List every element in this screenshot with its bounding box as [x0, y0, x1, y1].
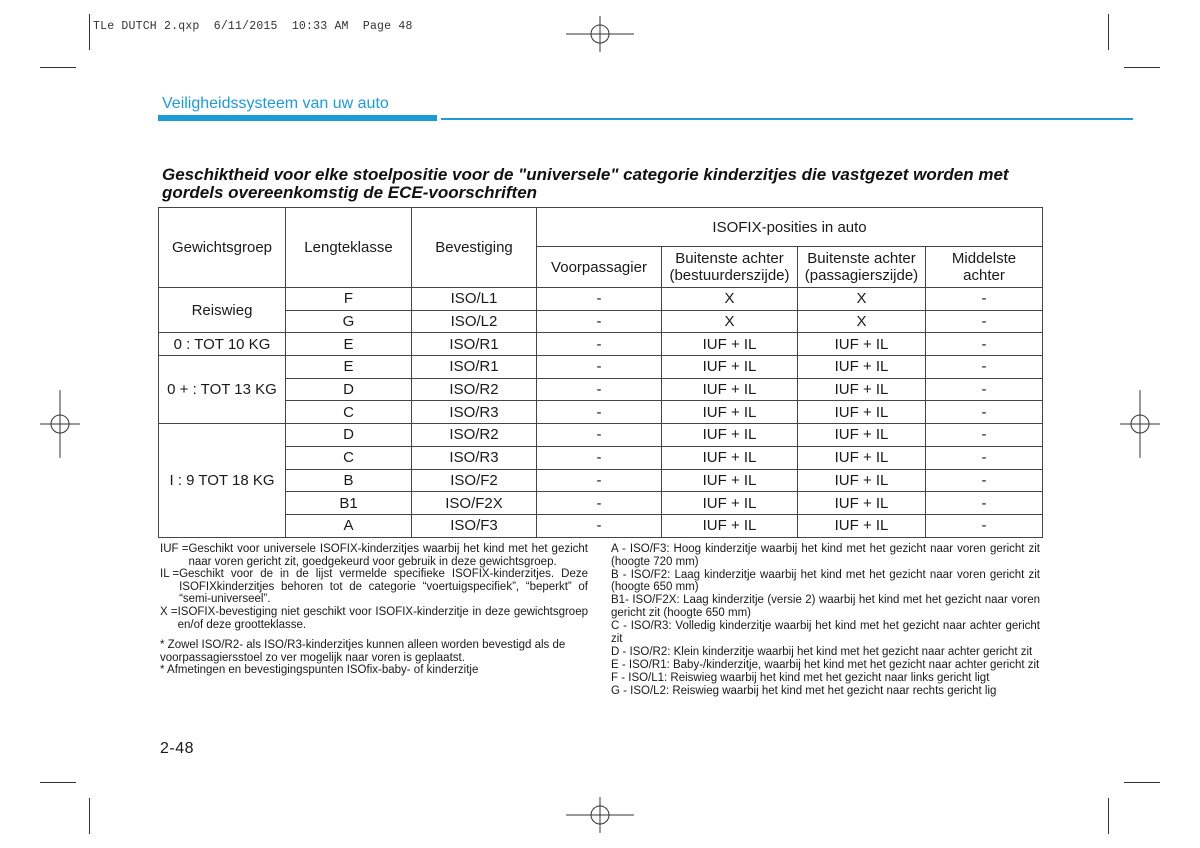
size-cell: B — [286, 469, 412, 492]
legend-notes — [160, 543, 588, 677]
front-cell: - — [537, 356, 662, 379]
front-cell: - — [537, 446, 662, 469]
fixture-cell: ISO/R1 — [412, 356, 537, 379]
rear-pass-cell: X — [798, 310, 926, 333]
size-cell: B1 — [286, 492, 412, 515]
note-il — [160, 568, 588, 606]
rear-driver-cell: X — [662, 288, 798, 311]
rear-pass-cell: IUF + IL — [798, 356, 926, 379]
header-size-class: Lengteklasse — [286, 208, 412, 288]
size-note: B1- ISO/F2X: Laag kinderzitje (versie 2) waarbij het kind met het gezicht naar voren gericht zit (hoogte 650 mm) — [611, 594, 1040, 619]
header-rear-passenger-side: Buitenste achter (passagierszijde) — [798, 247, 926, 288]
size-note: A - ISO/F3: Hoog kinderzitje waarbij het kind met het gezicht naar voren gericht zit (hoogte 720 mm) — [611, 543, 1040, 568]
table-row — [159, 469, 1043, 492]
weight-group-cell: I : 9 TOT 18 KG — [159, 424, 286, 537]
size-cell: D — [286, 424, 412, 447]
rear-driver-cell: X — [662, 310, 798, 333]
fixture-cell: ISO/R3 — [412, 446, 537, 469]
front-cell: - — [537, 401, 662, 424]
header-fixture: Bevestiging — [412, 208, 537, 288]
rear-driver-cell: IUF + IL — [662, 401, 798, 424]
note-x — [160, 606, 588, 631]
size-note: D - ISO/R2: Klein kinderzitje waarbij het kind met het gezicht naar achter gericht zit — [611, 645, 1033, 658]
rear-driver-cell: IUF + IL — [662, 378, 798, 401]
middle-cell: - — [926, 333, 1043, 356]
size-note: F - ISO/L1: Reiswieg waarbij het kind met het gezicht naar links gericht ligt — [611, 671, 990, 684]
front-cell: - — [537, 492, 662, 515]
size-note: E - ISO/R1: Baby-/kinderzitje, waarbij het kind met het gezicht naar achter gericht zit — [611, 658, 1040, 671]
table-row — [159, 356, 1043, 379]
star-note: * Afmetingen en bevestigingspunten ISOfix-baby- of kinderzitje — [160, 664, 479, 677]
fixture-cell: ISO/F2 — [412, 469, 537, 492]
isofix-table — [158, 207, 1043, 538]
rear-pass-cell: IUF + IL — [798, 446, 926, 469]
middle-cell: - — [926, 288, 1043, 311]
fixture-cell: ISO/R2 — [412, 424, 537, 447]
fixture-cell: ISO/F2X — [412, 492, 537, 515]
section-bar-thick — [158, 115, 437, 121]
note-key: X = — [160, 605, 178, 618]
rear-pass-cell: IUF + IL — [798, 514, 926, 537]
size-cell: G — [286, 310, 412, 333]
rear-pass-cell: X — [798, 288, 926, 311]
front-cell: - — [537, 424, 662, 447]
size-cell: E — [286, 333, 412, 356]
table-row — [159, 492, 1043, 515]
header-middle-rear: Middelste achter — [926, 247, 1043, 288]
fixture-cell: ISO/R1 — [412, 333, 537, 356]
fixture-cell: ISO/L1 — [412, 288, 537, 311]
note-iuf — [160, 543, 588, 568]
middle-cell: - — [926, 424, 1043, 447]
table-row — [159, 333, 1043, 356]
fixture-cell: ISO/R2 — [412, 378, 537, 401]
registration-mark-right-icon — [1120, 390, 1160, 458]
table-row — [159, 424, 1043, 447]
registration-mark-left-icon — [40, 390, 80, 458]
table-row — [159, 514, 1043, 537]
note-text: Geschikt voor de in de lijst vermelde specifieke ISOFIX-kinderzitjes. Deze ISOFIXkinderzitjes behoren tot de categorie “voertuigspecifiek”, “beperkt” of “semi-universeel”. — [179, 568, 588, 606]
note-key: IUF = — [160, 543, 189, 555]
rear-driver-cell: IUF + IL — [662, 514, 798, 537]
front-cell: - — [537, 378, 662, 401]
middle-cell: - — [926, 310, 1043, 333]
rear-pass-cell: IUF + IL — [798, 401, 926, 424]
table-row — [159, 378, 1043, 401]
print-slug: TLe DUTCH 2.qxp 6/11/2015 10:33 AM Page 48 — [93, 20, 413, 33]
rear-driver-cell: IUF + IL — [662, 424, 798, 447]
middle-cell: - — [926, 469, 1043, 492]
note-text: ISOFIX-bevestiging niet geschikt voor ISOFIX-kinderzitje in deze gewichtsgroep en/of deze grootteklasse. — [177, 605, 588, 631]
size-cell: A — [286, 514, 412, 537]
front-cell: - — [537, 333, 662, 356]
rear-driver-cell: IUF + IL — [662, 356, 798, 379]
size-note: C - ISO/R3: Volledig kinderzitje waarbij het kind met het gezicht naar achter gericht zit — [611, 620, 1040, 645]
size-cell: C — [286, 401, 412, 424]
fixture-cell: ISO/R3 — [412, 401, 537, 424]
middle-cell: - — [926, 514, 1043, 537]
size-cell: C — [286, 446, 412, 469]
section-bar-thin — [441, 118, 1133, 120]
middle-cell: - — [926, 356, 1043, 379]
rear-pass-cell: IUF + IL — [798, 378, 926, 401]
front-cell: - — [537, 469, 662, 492]
table-row — [159, 446, 1043, 469]
rear-pass-cell: IUF + IL — [798, 333, 926, 356]
size-cell: D — [286, 378, 412, 401]
middle-cell: - — [926, 378, 1043, 401]
middle-cell: - — [926, 401, 1043, 424]
header-weight-group: Gewichtsgroep — [159, 208, 286, 288]
front-cell: - — [537, 310, 662, 333]
weight-group-cell: Reiswieg — [159, 288, 286, 333]
note-text: Geschikt voor universele ISOFIX-kinderzitjes waarbij het kind met het gezicht naar voren gericht zit, goedgekeurd voor gebruik in deze gewichtsgroep. — [188, 543, 588, 568]
star-note: * Zowel ISO/R2- als ISO/R3-kinderzitjes kunnen alleen worden bevestigd als de voorpassagiersstoel zo ver mogelijk naar voren is geplaatst. — [160, 639, 566, 664]
rear-driver-cell: IUF + IL — [662, 469, 798, 492]
weight-group-cell: 0 + : TOT 13 KG — [159, 356, 286, 424]
table-row — [159, 288, 1043, 311]
fixture-cell: ISO/F3 — [412, 514, 537, 537]
registration-mark-top-icon — [566, 16, 634, 52]
size-note: G - ISO/L2: Reiswieg waarbij het kind met het gezicht naar rechts gericht lig — [611, 685, 997, 698]
note-key: IL = — [160, 568, 180, 581]
middle-cell: - — [926, 492, 1043, 515]
header-rear-driver-side: Buitenste achter (bestuurderszijde) — [662, 247, 798, 288]
table-heading: Geschiktheid voor elke stoelpositie voor de "universele" categorie kinderzitjes die vastgezet worden met gordels overeenkomstig de ECE-voorschriften — [162, 165, 1009, 202]
middle-cell: - — [926, 446, 1043, 469]
section-title: Veiligheidssysteem van uw auto — [162, 95, 389, 112]
fixture-cell: ISO/L2 — [412, 310, 537, 333]
size-class-notes — [611, 543, 1040, 698]
table-row — [159, 401, 1043, 424]
header-isofix-positions: ISOFIX-posities in auto — [537, 208, 1043, 247]
page-number: 2-48 — [160, 740, 195, 757]
size-cell: F — [286, 288, 412, 311]
weight-group-cell: 0 : TOT 10 KG — [159, 333, 286, 356]
front-cell: - — [537, 288, 662, 311]
rear-pass-cell: IUF + IL — [798, 424, 926, 447]
rear-driver-cell: IUF + IL — [662, 333, 798, 356]
rear-pass-cell: IUF + IL — [798, 469, 926, 492]
rear-pass-cell: IUF + IL — [798, 492, 926, 515]
header-front-passenger: Voorpassagier — [537, 247, 662, 288]
front-cell: - — [537, 514, 662, 537]
rear-driver-cell: IUF + IL — [662, 492, 798, 515]
size-note: B - ISO/F2: Laag kinderzitje waarbij het kind met het gezicht naar voren gericht zit (hoogte 650 mm) — [611, 568, 1040, 594]
table-row — [159, 310, 1043, 333]
size-cell: E — [286, 356, 412, 379]
rear-driver-cell: IUF + IL — [662, 446, 798, 469]
registration-mark-bottom-icon — [566, 797, 634, 833]
